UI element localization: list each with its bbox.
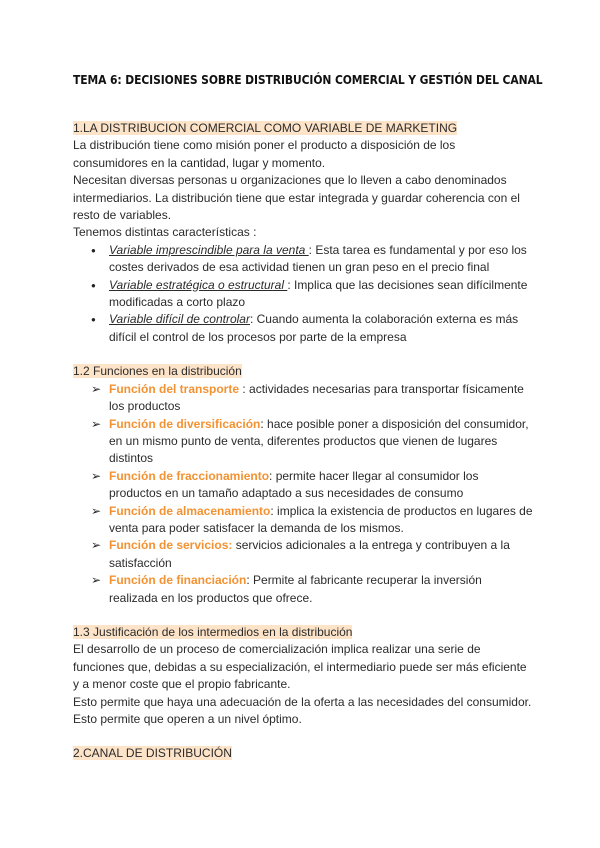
function-term: Función de servicios: <box>109 538 233 553</box>
list-item <box>91 381 533 416</box>
characteristic-text: : Esta tarea es fundamental y por eso los costes derivados de esa actividad tienen un gran peso en el precio final <box>109 242 527 275</box>
list-item <box>91 503 533 538</box>
characteristic-term: Variable estratégica o estructural <box>109 277 288 292</box>
arrow-bullet-icon: ➢ <box>91 573 102 588</box>
section-3-heading: 1.3 Justificación de los intermedios en la distribución <box>73 624 353 639</box>
characteristic-term: Variable imprescindible para la venta <box>109 242 309 257</box>
function-term: Función del transporte <box>109 381 240 396</box>
characteristic-text: : Cuando aumenta la colaboración externa es más difícil el control de los procesos por parte de la empresa <box>109 312 519 344</box>
list-item <box>91 468 533 503</box>
function-term: Función de diversificación <box>109 416 261 431</box>
list-item <box>91 572 533 607</box>
arrow-bullet-icon: ➢ <box>91 416 102 431</box>
functions-list <box>73 381 533 607</box>
section-1-paragraph-2: Necesitan diversas personas u organizaciones que lo lleven a cabo denominados intermediarios. La distribución tiene que estar integrada y guardar coherencia con el resto de variables. <box>73 173 520 223</box>
section-1-paragraph-3: Tenemos distintas características : <box>73 225 257 240</box>
list-item <box>109 242 533 277</box>
arrow-bullet-icon: ➢ <box>91 538 102 553</box>
function-term: Función de financiación <box>109 573 247 588</box>
arrow-bullet-icon: ➢ <box>91 468 102 483</box>
characteristics-list <box>73 242 533 346</box>
list-item <box>109 277 533 312</box>
section-2-heading: 1.2 Funciones en la distribución <box>73 364 242 379</box>
function-text: : hace posible poner a disposición del consumidor, en un mismo punto de venta, diferentes productos que vienen de lugares distintos <box>109 416 529 466</box>
function-text: : Permite al fabricante recuperar la inversión realizada en los productos que ofrece. <box>109 573 482 605</box>
section-3-paragraph-2: Esto permite que haya una adecuación de la oferta a las necesidades del consumidor. Esto permite que operen a un nivel óptimo. <box>73 694 532 726</box>
function-text: servicios adicionales a la entrega y contribuyen a la satisfacción <box>109 538 510 570</box>
section-4-heading: 2.CANAL DE DISTRIBUCIÓN <box>73 746 232 761</box>
characteristic-term: Variable difícil de controlar <box>109 312 250 327</box>
arrow-bullet-icon: ➢ <box>91 381 102 396</box>
function-text: : actividades necesarias para transportar físicamente los productos <box>109 381 524 414</box>
list-item <box>91 416 533 468</box>
page-title: TEMA 6: DECISIONES SOBRE DISTRIBUCIÓN COMERCIAL Y GESTIÓN DEL CANAL <box>73 72 543 87</box>
function-term: Función de almacenamiento <box>109 503 271 518</box>
function-term: Función de fraccionamiento <box>109 468 270 483</box>
document-body <box>73 120 533 763</box>
list-item <box>109 311 533 346</box>
section-1-paragraph-1: La distribución tiene como misión poner el producto a disposición de los consumidores en la cantidad, lugar y momento. <box>73 138 456 170</box>
section-1-heading: 1.LA DISTRIBUCION COMERCIAL COMO VARIABLE DE MARKETING <box>73 121 458 135</box>
function-text: : implica la existencia de productos en lugares de venta para poder satisfacer la demanda de los mismos. <box>109 503 533 535</box>
arrow-bullet-icon: ➢ <box>91 503 102 518</box>
section-3-paragraph-1: El desarrollo de un proceso de comercialización implica realizar una serie de funciones que, debidas a su especialización, el intermediario puede ser más eficiente y a menor coste que el propio fabricante. <box>73 642 527 692</box>
list-item <box>91 537 533 572</box>
characteristic-text: : Implica que las decisiones sean difícilmente modificadas a corto plazo <box>109 277 528 310</box>
function-text: : permite hacer llegar al consumidor los productos en un tamaño adaptado a sus necesidades de consumo <box>109 468 479 501</box>
